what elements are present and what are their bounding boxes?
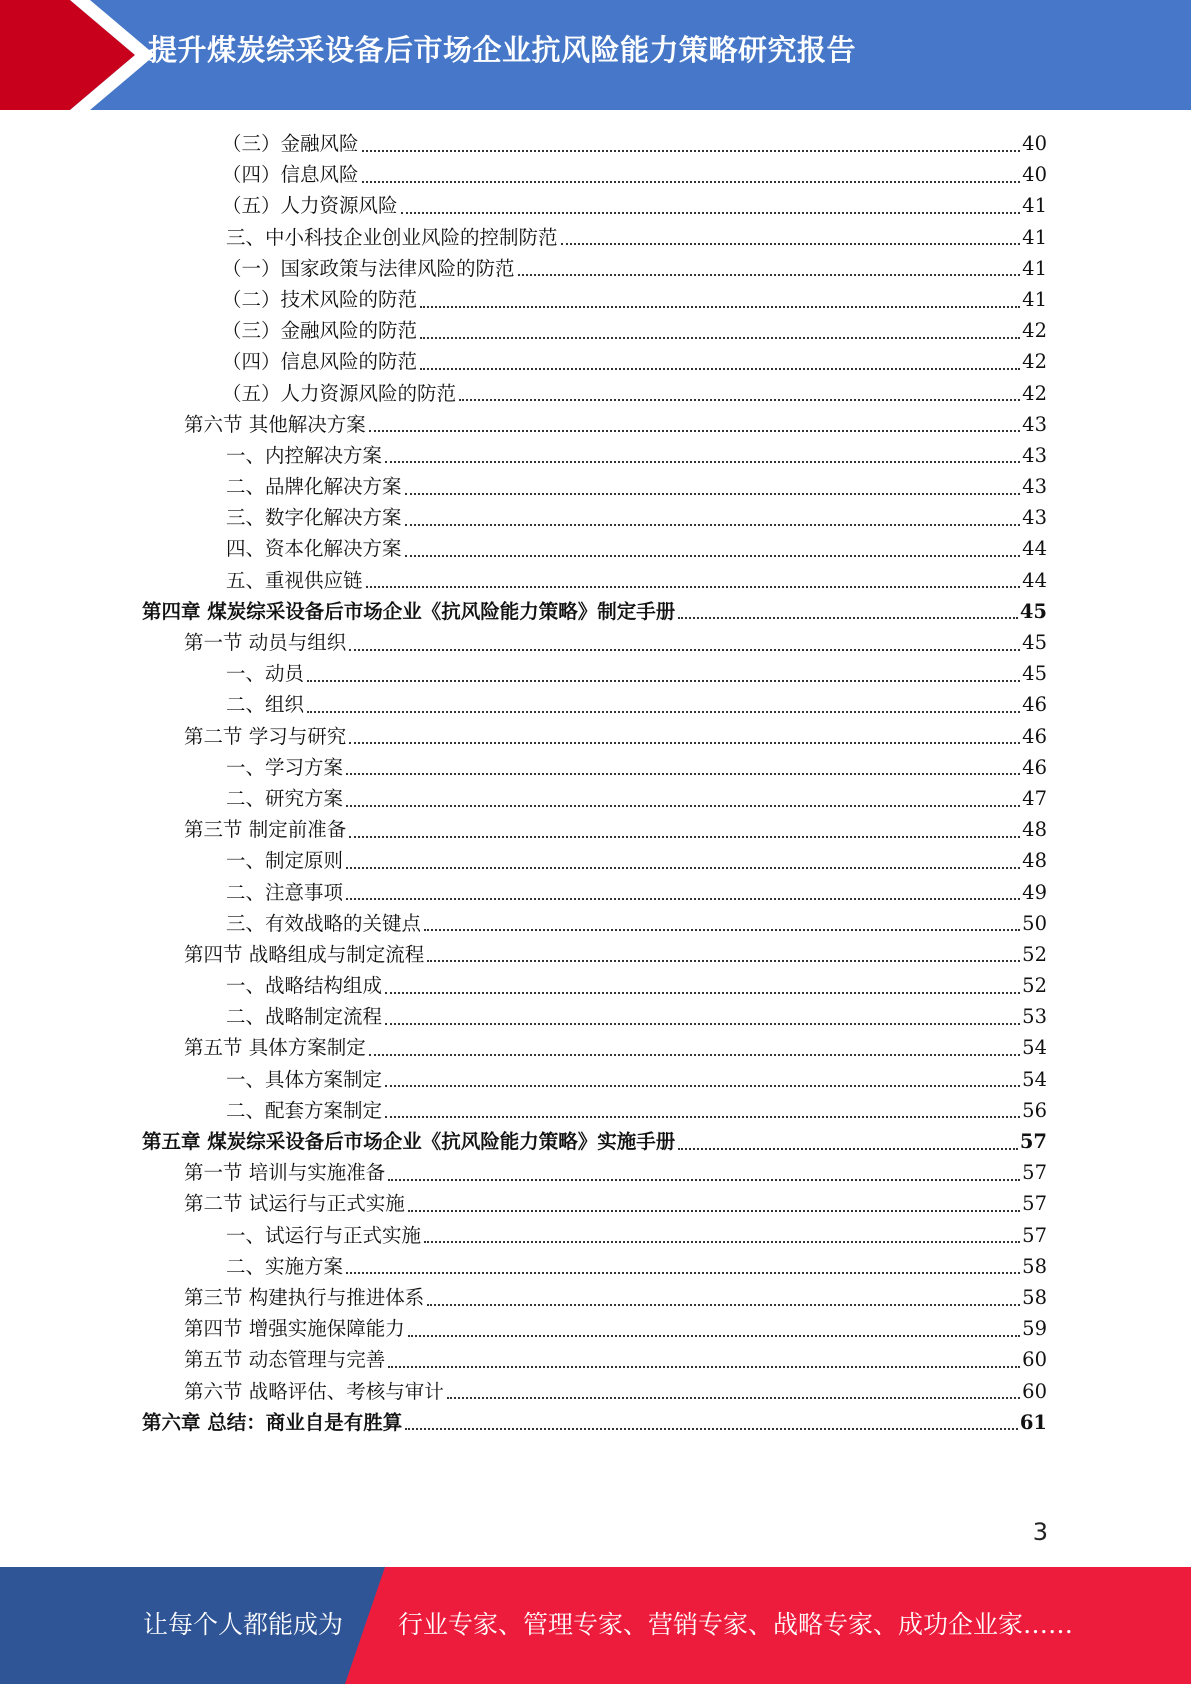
toc-entry-label: （三）金融风险的防范 [222, 319, 418, 343]
page-header [0, 0, 1191, 110]
header-title: 提升煤炭综采设备后市场企业抗风险能力策略研究报告 [148, 33, 857, 67]
toc-entry-page: 58 [1022, 1285, 1047, 1309]
toc-entry-label: （一）国家政策与法律风险的防范 [222, 256, 515, 280]
toc-entry-page: 46 [1022, 724, 1047, 748]
toc-subsection-entry[interactable] [142, 440, 1047, 471]
toc-dot-leader [349, 742, 1020, 744]
toc-entry-label: 三、数字化解决方案 [226, 506, 402, 530]
toc-dot-leader [346, 898, 1020, 900]
toc-dot-leader [346, 805, 1020, 807]
toc-entry-label: 第六节 战略评估、考核与审计 [184, 1379, 444, 1403]
toc-dot-leader [405, 524, 1021, 526]
toc-entry-page: 40 [1022, 132, 1047, 155]
toc-entry-page: 42 [1022, 319, 1047, 343]
toc-subsection-entry[interactable] [142, 1220, 1047, 1251]
table-of-contents [142, 128, 1047, 1438]
toc-subsection-entry[interactable] [142, 471, 1047, 502]
toc-dot-leader [420, 337, 1020, 339]
toc-entry-page: 53 [1022, 1005, 1047, 1029]
toc-entry-page: 57 [1022, 1192, 1047, 1216]
toc-subsection-entry[interactable] [142, 845, 1047, 876]
toc-entry-page: 54 [1022, 1036, 1047, 1060]
toc-section-entry[interactable] [142, 1344, 1047, 1375]
toc-entry-label: 一、内控解决方案 [226, 443, 383, 467]
toc-entry-page: 47 [1022, 786, 1047, 810]
toc-entry-page: 40 [1022, 163, 1047, 187]
toc-dot-leader [385, 1085, 1020, 1087]
toc-section-entry[interactable] [142, 1157, 1047, 1188]
toc-chapter-entry[interactable] [142, 1126, 1047, 1157]
toc-dot-leader [349, 649, 1020, 651]
toc-entry-page: 50 [1022, 911, 1047, 935]
toc-entry-label: （三）金融风险 [222, 132, 359, 155]
toc-dot-leader [366, 586, 1021, 588]
toc-dot-leader [401, 212, 1021, 214]
toc-entry-label: 三、有效战略的关键点 [226, 911, 422, 935]
toc-entry-label: 二、组织 [226, 693, 305, 717]
toc-entry-page: 56 [1022, 1098, 1047, 1122]
toc-entry-page: 41 [1022, 225, 1047, 249]
toc-dot-leader [362, 150, 1021, 152]
toc-dot-leader [385, 461, 1020, 463]
toc-subsection-entry[interactable] [142, 970, 1047, 1001]
toc-dot-leader [405, 1428, 1018, 1430]
toc-dot-leader [424, 929, 1020, 931]
toc-entry-page: 48 [1022, 849, 1047, 873]
header-arrow-decoration [0, 0, 160, 110]
toc-entry-page: 43 [1022, 475, 1047, 499]
toc-entry-page: 41 [1022, 287, 1047, 311]
toc-dot-leader [385, 1023, 1020, 1025]
toc-entry-page: 45 [1019, 599, 1047, 623]
toc-entry-page: 48 [1022, 818, 1047, 842]
toc-dot-leader [369, 1054, 1020, 1056]
toc-subsection-entry[interactable] [142, 222, 1047, 253]
toc-section-entry[interactable] [142, 1313, 1047, 1344]
toc-entry-label: （五）人力资源风险的防范 [222, 381, 457, 405]
toc-subsection-entry[interactable] [142, 877, 1047, 908]
toc-subsection-entry[interactable] [142, 908, 1047, 939]
toc-section-entry[interactable] [142, 814, 1047, 845]
toc-entry-page: 57 [1022, 1223, 1047, 1247]
toc-entry-label: （五）人力资源风险 [222, 194, 398, 218]
toc-entry-page: 43 [1022, 506, 1047, 530]
toc-dot-leader [349, 836, 1020, 838]
toc-entry-page: 57 [1019, 1130, 1047, 1153]
toc-entry-page: 41 [1022, 194, 1047, 218]
toc-entry-page: 59 [1022, 1317, 1047, 1341]
toc-entry-label: 一、制定原则 [226, 849, 344, 873]
toc-dot-leader [408, 1335, 1020, 1337]
toc-dot-leader [346, 867, 1020, 869]
toc-subsection-entry[interactable] [142, 1251, 1047, 1282]
page-number: 3 [1032, 1518, 1048, 1546]
toc-entry-label: 四、资本化解决方案 [226, 537, 402, 561]
toc-section-entry[interactable] [142, 1376, 1047, 1407]
toc-subsection-entry[interactable] [142, 378, 1047, 409]
toc-entry-page: 52 [1022, 974, 1047, 998]
toc-entry-label: 第四节 增强实施保障能力 [184, 1317, 405, 1341]
toc-entry-label: （四）信息风险的防范 [222, 350, 418, 374]
toc-section-entry[interactable] [142, 627, 1047, 658]
toc-entry-page: 43 [1022, 443, 1047, 467]
toc-dot-leader [405, 555, 1021, 557]
toc-dot-leader [427, 960, 1020, 962]
toc-entry-label: 一、动员 [226, 662, 305, 686]
toc-entry-label: 二、研究方案 [226, 786, 344, 810]
toc-chapter-entry[interactable] [142, 1407, 1047, 1438]
toc-section-entry[interactable] [142, 1188, 1047, 1219]
toc-entry-page: 41 [1022, 256, 1047, 280]
toc-dot-leader [385, 1116, 1020, 1118]
toc-entry-label: 二、配套方案制定 [226, 1098, 383, 1122]
toc-entry-label: 第三节 制定前准备 [184, 818, 347, 842]
toc-dot-leader [388, 1366, 1020, 1368]
toc-subsection-entry[interactable] [142, 190, 1047, 221]
toc-subsection-entry[interactable] [142, 502, 1047, 533]
page-footer [0, 1567, 1191, 1684]
toc-subsection-entry[interactable] [142, 253, 1047, 284]
toc-dot-leader [427, 1304, 1020, 1306]
toc-subsection-entry[interactable] [142, 159, 1047, 190]
toc-entry-label: 第一节 培训与实施准备 [184, 1161, 386, 1185]
toc-subsection-entry[interactable] [142, 658, 1047, 689]
toc-dot-leader [678, 1148, 1018, 1150]
toc-entry-label: 第五节 动态管理与完善 [184, 1348, 386, 1372]
toc-entry-page: 57 [1022, 1161, 1047, 1185]
toc-entry-label: 第二节 学习与研究 [184, 724, 347, 748]
toc-section-entry[interactable] [142, 939, 1047, 970]
toc-dot-leader [447, 1397, 1020, 1399]
toc-entry-page: 46 [1022, 755, 1047, 779]
footer-slogan-right: 行业专家、管理专家、营销专家、战略专家、成功企业家…… [398, 1610, 1074, 1639]
toc-dot-leader [518, 274, 1021, 276]
toc-subsection-entry[interactable] [142, 565, 1047, 596]
toc-subsection-entry[interactable] [142, 346, 1047, 377]
toc-entry-label: 五、重视供应链 [226, 568, 363, 592]
toc-subsection-entry[interactable] [142, 689, 1047, 720]
toc-entry-page: 45 [1022, 631, 1047, 654]
toc-subsection-entry[interactable] [142, 1001, 1047, 1032]
toc-subsection-entry[interactable] [142, 128, 1047, 159]
toc-subsection-entry[interactable] [142, 1095, 1047, 1126]
toc-dot-leader [420, 368, 1020, 370]
toc-entry-page: 42 [1022, 350, 1047, 374]
toc-dot-leader [369, 430, 1020, 432]
toc-entry-page: 52 [1022, 942, 1047, 966]
toc-dot-leader [307, 711, 1020, 713]
toc-dot-leader [405, 493, 1021, 495]
toc-dot-leader [385, 992, 1020, 994]
toc-entry-label: 第二节 试运行与正式实施 [184, 1192, 405, 1216]
toc-entry-page: 60 [1022, 1379, 1047, 1403]
toc-entry-label: （二）技术风险的防范 [222, 287, 418, 311]
toc-subsection-entry[interactable] [142, 284, 1047, 315]
toc-entry-label: 一、具体方案制定 [226, 1067, 383, 1091]
toc-entry-label: 二、品牌化解决方案 [226, 475, 402, 499]
toc-entry-page: 42 [1022, 381, 1047, 405]
toc-dot-leader [459, 399, 1020, 401]
toc-entry-label: （四）信息风险 [222, 163, 359, 187]
toc-dot-leader [346, 1272, 1020, 1274]
toc-entry-label: 二、实施方案 [226, 1254, 344, 1278]
toc-entry-label: 第五节 具体方案制定 [184, 1036, 366, 1060]
toc-entry-label: 第六节 其他解决方案 [184, 412, 366, 436]
toc-dot-leader [362, 181, 1021, 183]
toc-dot-leader [561, 243, 1021, 245]
toc-subsection-entry[interactable] [142, 752, 1047, 783]
toc-entry-label: 三、中小科技企业创业风险的控制防范 [226, 225, 558, 249]
toc-subsection-entry[interactable] [142, 783, 1047, 814]
toc-entry-label: 一、试运行与正式实施 [226, 1223, 422, 1247]
toc-entry-label: 第三节 构建执行与推进体系 [184, 1285, 425, 1309]
footer-slogan-left: 让每个人都能成为 [143, 1610, 344, 1639]
toc-entry-page: 46 [1022, 693, 1047, 717]
toc-section-entry[interactable] [142, 721, 1047, 752]
toc-dot-leader [408, 1210, 1020, 1212]
toc-entry-label: 二、注意事项 [226, 880, 344, 904]
toc-entry-label: 第一节 动员与组织 [184, 631, 347, 654]
toc-entry-label: 第四章 煤炭综采设备后市场企业《抗风险能力策略》制定手册 [142, 599, 676, 623]
toc-entry-label: 二、战略制定流程 [226, 1005, 383, 1029]
toc-section-entry[interactable] [142, 1032, 1047, 1063]
toc-dot-leader [346, 773, 1020, 775]
toc-section-entry[interactable] [142, 1282, 1047, 1313]
toc-dot-leader [307, 680, 1020, 682]
toc-entry-label: 一、学习方案 [226, 755, 344, 779]
toc-dot-leader [678, 617, 1018, 619]
toc-entry-page: 43 [1022, 412, 1047, 436]
toc-entry-label: 第四节 战略组成与制定流程 [184, 942, 425, 966]
toc-entry-label: 第六章 总结：商业自是有胜算 [142, 1410, 403, 1434]
toc-entry-label: 第五章 煤炭综采设备后市场企业《抗风险能力策略》实施手册 [142, 1130, 676, 1153]
toc-entry-label: 一、战略结构组成 [226, 974, 383, 998]
toc-entry-page: 49 [1022, 880, 1047, 904]
toc-dot-leader [424, 1241, 1020, 1243]
toc-entry-page: 58 [1022, 1254, 1047, 1278]
toc-subsection-entry[interactable] [142, 1064, 1047, 1095]
toc-entry-page: 60 [1022, 1348, 1047, 1372]
toc-entry-page: 54 [1022, 1067, 1047, 1091]
toc-section-entry[interactable] [142, 409, 1047, 440]
toc-subsection-entry[interactable] [142, 315, 1047, 346]
toc-subsection-entry[interactable] [142, 533, 1047, 564]
toc-entry-page: 44 [1022, 568, 1047, 592]
toc-dot-leader [420, 306, 1020, 308]
toc-entry-page: 44 [1022, 537, 1047, 561]
toc-entry-page: 61 [1019, 1410, 1047, 1434]
toc-entry-page: 45 [1022, 662, 1047, 686]
toc-dot-leader [388, 1179, 1020, 1181]
toc-chapter-entry[interactable] [142, 596, 1047, 627]
